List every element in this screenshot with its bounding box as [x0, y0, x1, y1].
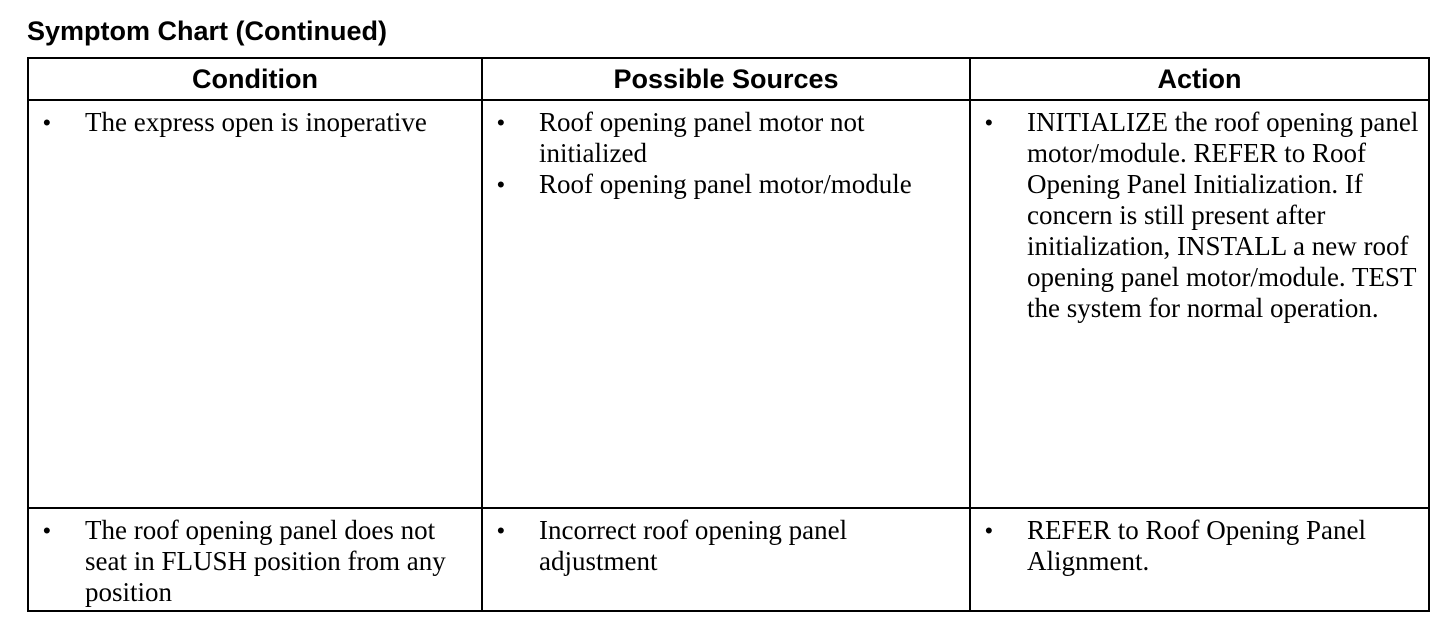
- possible-sources-cell: [482, 100, 970, 508]
- column-header-possible-sources: Possible Sources: [482, 58, 970, 100]
- possible-source-text: Roof opening panel motor not initialized: [539, 107, 865, 168]
- possible-sources-cell: [482, 508, 970, 611]
- action-text: REFER to Roof Opening Panel Alignment.: [1027, 515, 1366, 576]
- possible-source-text: Incorrect roof opening panel adjustment: [539, 515, 848, 576]
- column-header-action: Action: [970, 58, 1429, 100]
- condition-cell: [28, 508, 482, 611]
- column-header-condition: Condition: [28, 58, 482, 100]
- condition-list: [29, 101, 481, 138]
- bullet-icon: •: [497, 518, 505, 543]
- bullet-icon: •: [497, 172, 505, 197]
- condition-text: The express open is inoperative: [85, 107, 427, 137]
- list-item: [497, 107, 963, 169]
- symptom-chart-table: [27, 57, 1430, 612]
- table-header-row: [28, 58, 1429, 100]
- possible-source-text: Roof opening panel motor/module: [539, 169, 912, 199]
- list-item: [985, 515, 1422, 577]
- page-title: Symptom Chart (Continued): [27, 16, 387, 46]
- bullet-icon: •: [43, 110, 51, 135]
- action-cell: [970, 508, 1429, 611]
- list-item: [43, 107, 475, 138]
- bullet-icon: •: [497, 110, 505, 135]
- bullet-icon: •: [985, 518, 993, 543]
- possible-sources-list: [483, 509, 969, 577]
- possible-sources-list: [483, 101, 969, 200]
- table-row: [28, 100, 1429, 508]
- bullet-icon: •: [43, 518, 51, 543]
- list-item: [497, 169, 963, 200]
- list-item: [497, 515, 963, 577]
- condition-cell: [28, 100, 482, 508]
- condition-text: The roof opening panel does not seat in FLUSH position from any position: [85, 515, 446, 607]
- action-list: [971, 509, 1428, 577]
- action-text: INITIALIZE the roof opening panel motor/module. REFER to Roof Opening Panel Initialization. If concern is still present after initialization, INSTALL a new roof opening panel motor/module. TEST the system for normal operation.: [1027, 107, 1419, 323]
- bullet-icon: •: [985, 110, 993, 135]
- table-row: [28, 508, 1429, 611]
- list-item: [43, 515, 475, 608]
- action-cell: [970, 100, 1429, 508]
- action-list: [971, 101, 1428, 324]
- condition-list: [29, 509, 481, 608]
- list-item: [985, 107, 1422, 324]
